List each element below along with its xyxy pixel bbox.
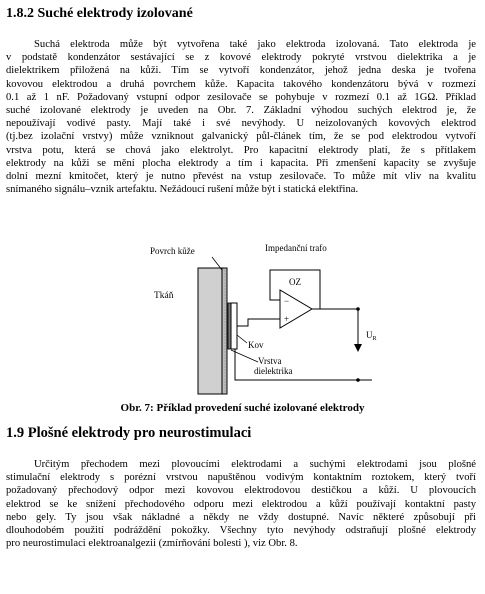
paragraph-line: nebo gely. Ty jsou však nákladné a někdy ne vždy dostupné. Navíc některé způsobují při [6, 511, 476, 523]
paragraph-line: elektrod se ke snížení přechodového odporu mezi elektrodou a kůží používají kontaktní pasty [6, 498, 476, 510]
paragraph-line: Suchá elektroda může být vytvořena také jako elektroda izolovaná. Tato elektroda je [34, 39, 476, 50]
paragraph-line: nepoužívají vodivé pasty. Mají také i své nevýhody. U neizolovaných kovových elektrod [6, 118, 476, 130]
skin-surface-label: Povrch kůže [150, 246, 195, 256]
dielectric-label-line1: Vrstva [258, 356, 282, 366]
paragraph-line: dolní mezní kmitočet, který je nutno převést na vstup zesilovače. To může mít vliv na kvalitu [6, 171, 476, 183]
dielectric-label-line2: dielektrika [254, 366, 293, 376]
figure-caption: Obr. 7: Příklad provedení suché izolované elektrody [120, 402, 365, 414]
next-section-paragraph [6, 458, 476, 550]
input-wire [237, 319, 280, 326]
metal-electrode [231, 303, 237, 349]
paragraph-line: Určitým přechodem mezi plovoucími elektrodami a suchými elektrodami jsou plošné [34, 459, 476, 470]
next-section-heading: 1.9 Plošné elektrody pro neurostimulaci [6, 425, 252, 441]
paragraph-line: elektrody na kůži se mění plocha elektrody a tím i kapacita. Při zmenšení kapacity se zvyšuje [6, 157, 476, 169]
paragraph-line: vrstva potu, která se chová jako elektrolyt. Pro kapacitní elektrody platí, že s přítlakem [6, 144, 476, 156]
section-heading: 1.8.2 Suché elektrody izolované [6, 6, 193, 21]
impedance-transformer-label: Impedanční trafo [265, 243, 327, 253]
paragraph-line: v podstatě kondenzátor sestávající se z kovové elektrody pokryté vrstvou dielektrika a je [6, 52, 476, 64]
opamp-label: OZ [289, 277, 301, 287]
opamp-minus-sign: − [284, 296, 290, 306]
opamp-plus-sign: + [284, 314, 290, 324]
paragraph-line: suché izolované elektrody je uveden na Obr. 7. Základní výhodou suchých elektrod je, že [6, 105, 476, 117]
output-label: $U_R$ [366, 330, 377, 342]
electrode-diagram [140, 240, 390, 400]
paragraph-line: dielektrikem přiložená na kůži. Tím se vytvoří kondenzátor, jehož jedna deska je tvořena [6, 65, 476, 77]
paragraph-line: snímaného signálu–vznik artefaktu. Nežádoucí rušení může být i statická elektřina. [6, 184, 359, 196]
paragraph-line: požadovaný přechodový odpor mezi kovovou elektrodovou destičkou a kůží. U plovoucích [6, 485, 476, 497]
metal-pointer [237, 335, 247, 343]
paragraph-line: dlouhodobém použití podráždění pokožky. Všechny tyto nevýhody odstraňují plošné elektrody [6, 525, 476, 537]
tissue-block [198, 268, 222, 394]
paragraph-line: (tj.bez izolační vrstvy) může vzniknout galvanický půl-článek tím, že se pod elektrodou vytvoří [6, 131, 476, 143]
metal-label: Kov [248, 340, 264, 350]
electrode-diagram-svg [140, 240, 390, 400]
section-paragraph [6, 38, 476, 196]
output-arrow-head [354, 344, 362, 352]
paragraph-line: stimulační elektrody s porézní vrstvou napuštěnou vodivým kontaktním roztokem, který tvoří [6, 472, 476, 484]
paragraph-line: 0.1 až 1 nF. Požadovaný vstupní odpor zesilovače se pohybuje v rozmezí 0.1 až 1GΩ. Příklad [6, 91, 476, 103]
skin-surface-layer [222, 268, 227, 394]
paragraph-line: pro neurostimulaci elektroanalgezii (zmírňování bolesti ), viz Obr. 8. [6, 538, 298, 550]
paragraph-line: kovovou elektrodou a druhá povrchem kůže. Kapacita takového kondenzátoru bývá v rozmezí [6, 78, 476, 90]
tissue-label: Tkáň [154, 291, 174, 301]
